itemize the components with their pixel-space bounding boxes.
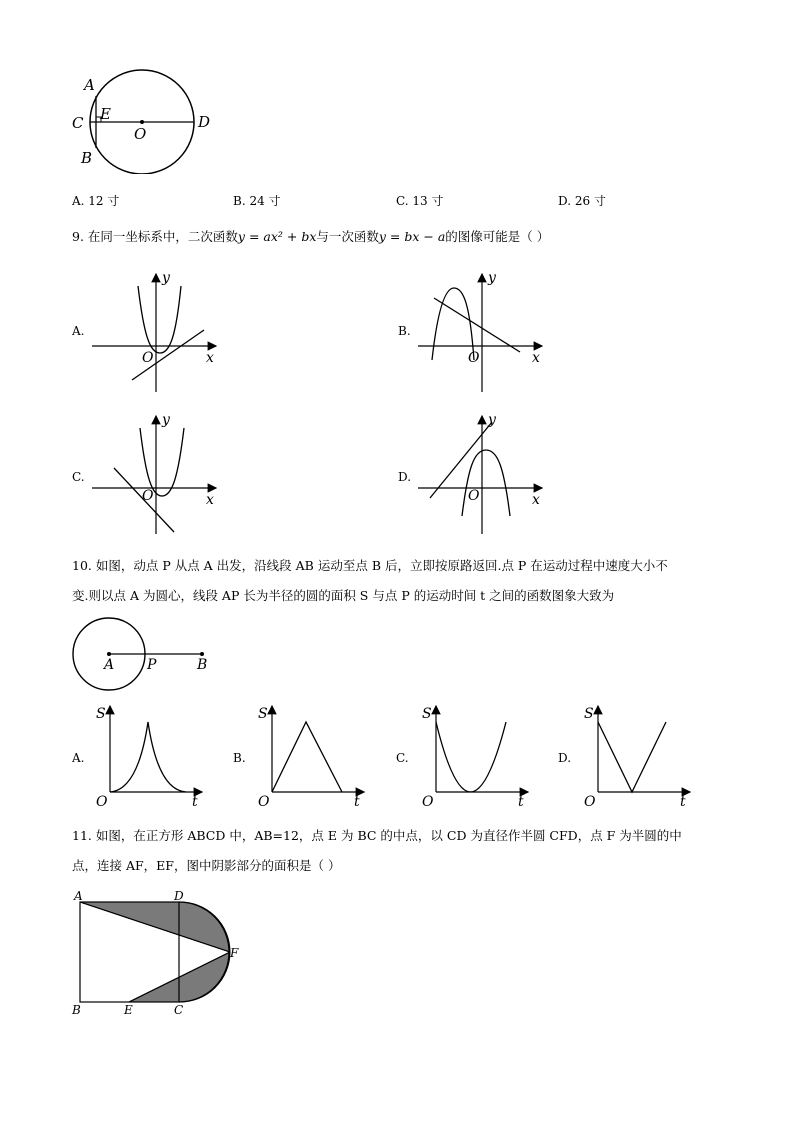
q10c-curve — [436, 722, 506, 792]
q8-circle-figure — [70, 62, 230, 174]
q8-option-d[interactable]: D. 26 寸 — [558, 194, 606, 208]
q9a-parabola — [138, 286, 181, 353]
q9d-parabola — [462, 450, 510, 516]
q8-option-c[interactable]: C. 13 寸 — [396, 194, 444, 208]
q8-label-e: E — [100, 105, 111, 123]
q10a-y-label: S — [96, 706, 106, 722]
q10b-curve — [272, 722, 342, 792]
q11-square-figure — [70, 890, 250, 1020]
q10-question-line2: 变.则以点 A 为圆心，线段 AP 长为半径的圆的面积 S 与点 P 的运动时间 t 之间的函数图象大致为 — [72, 588, 615, 603]
q9c-x-label: x — [206, 492, 214, 508]
q9a-y-label: y — [162, 270, 170, 286]
q8-label-a: A — [84, 76, 95, 94]
q9-func2: y = bx − a — [378, 229, 446, 244]
q10-option-c-label[interactable]: C. — [396, 751, 409, 765]
q10-graph-a[interactable] — [92, 700, 210, 810]
q11-label-e: E — [124, 1003, 133, 1017]
q10a-curve — [110, 722, 186, 792]
q9a-origin: O — [142, 350, 154, 366]
q9-option-a-label[interactable]: A. — [72, 324, 85, 338]
q10-question-line1: 10. 如图，动点 P 从点 A 出发，沿线段 AB 运动至点 B 后，立即按原路返回.点 P 在运动过程中速度大小不 — [72, 558, 668, 573]
q9b-y-label: y — [488, 270, 496, 286]
q9c-y-label: y — [162, 412, 170, 428]
q11-question-line2: 点，连接 AF，EF，图中阴影部分的面积是（ ） — [72, 858, 341, 873]
q10a-origin: O — [96, 794, 108, 810]
q8-label-c: C — [72, 114, 84, 132]
q11-label-c: C — [174, 1003, 184, 1017]
q11-label-a: A — [74, 890, 83, 903]
q9c-parabola — [140, 428, 184, 496]
q9-option-c-label[interactable]: C. — [72, 470, 85, 484]
q10d-curve — [598, 722, 666, 792]
q9-graph-b[interactable] — [412, 266, 552, 398]
q10-option-b-label[interactable]: B. — [233, 751, 246, 765]
q10b-y-label: S — [258, 706, 268, 722]
q10b-x-label: t — [354, 794, 360, 810]
q8-label-b: B — [81, 149, 93, 167]
q10-circle-figure — [70, 616, 220, 696]
q10d-x-label: t — [680, 794, 686, 810]
q9b-origin: O — [468, 350, 480, 366]
q9c-origin: O — [142, 488, 154, 504]
q9-graph-d[interactable] — [412, 408, 552, 540]
q11-question-line1: 11. 如图，在正方形 ABCD 中，AB=12，点 E 为 BC 的中点，以 CD 为直径作半圆 CFD，点 F 为半圆的中 — [72, 828, 682, 843]
q9-graph-a[interactable] — [86, 266, 226, 398]
q9-func1: y = ax² + bx — [237, 229, 317, 244]
q9-question — [72, 231, 549, 244]
q10-graph-d[interactable] — [580, 700, 698, 810]
q10-label-b: B — [197, 657, 208, 673]
q9d-x-label: x — [532, 492, 540, 508]
q10-option-a-label[interactable]: A. — [72, 751, 85, 765]
q8-option-b[interactable]: B. 24 寸 — [233, 194, 281, 208]
q8-label-o: O — [134, 125, 147, 143]
q9b-line — [434, 298, 520, 352]
q10-label-p: P — [147, 657, 157, 673]
q9-option-b-label[interactable]: B. — [398, 324, 411, 338]
q10-point-a-dot — [107, 652, 111, 656]
q10c-origin: O — [422, 794, 434, 810]
q10-point-b-dot — [200, 652, 204, 656]
q9d-y-label: y — [488, 412, 496, 428]
q10-label-a: A — [104, 657, 115, 673]
q9a-x-label: x — [206, 350, 214, 366]
q10b-origin: O — [258, 794, 270, 810]
q11-label-f: F — [230, 946, 239, 960]
q10d-y-label: S — [584, 706, 594, 722]
q10-graph-c[interactable] — [418, 700, 536, 810]
q9b-x-label: x — [532, 350, 540, 366]
q10-graph-b[interactable] — [254, 700, 372, 810]
q9-mid: 与一次函数 — [316, 229, 379, 244]
q10d-origin: O — [584, 794, 596, 810]
q10c-y-label: S — [422, 706, 432, 722]
q8-center-dot — [140, 120, 144, 124]
q9-suffix: 的图像可能是（ ） — [445, 229, 550, 244]
q11-label-d: D — [174, 890, 184, 903]
q8-label-d: D — [198, 113, 211, 131]
q9d-origin: O — [468, 488, 480, 504]
q8-option-a[interactable]: A. 12 寸 — [72, 194, 120, 208]
q9d-line — [430, 422, 492, 498]
q9-prefix: 9. 在同一坐标系中，二次函数 — [72, 229, 238, 244]
q9-option-d-label[interactable]: D. — [398, 470, 412, 484]
q10c-x-label: t — [518, 794, 524, 810]
q10-option-d-label[interactable]: D. — [558, 751, 572, 765]
q11-label-b: B — [72, 1003, 81, 1017]
q9-graph-c[interactable] — [86, 408, 226, 540]
q10a-x-label: t — [192, 794, 198, 810]
